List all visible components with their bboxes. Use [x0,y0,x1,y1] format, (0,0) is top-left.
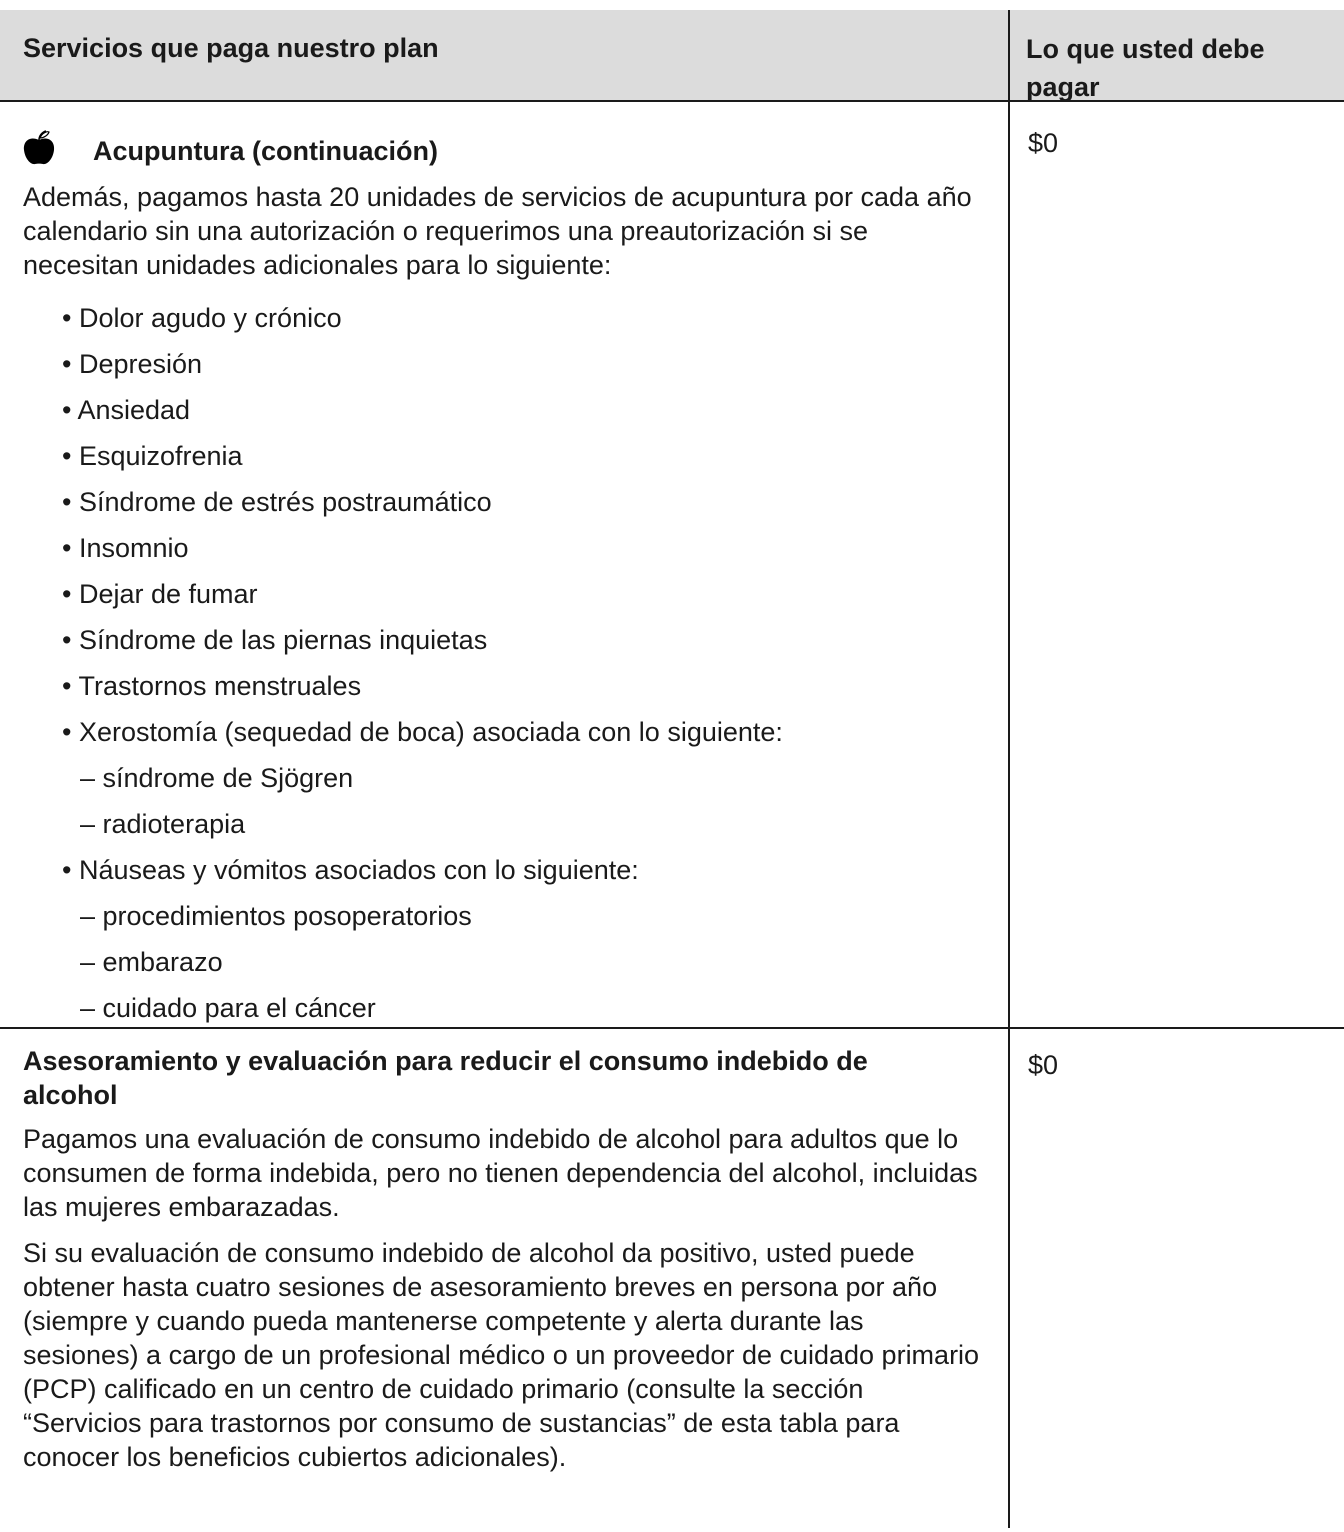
header-services: Servicios que paga nuestro plan [23,33,439,63]
list-item: • Insomnio [62,533,189,563]
condition-list [62,300,783,1036]
list-item: • Síndrome de estrés postraumático [62,487,492,517]
row2-paragraph-2: Si su evaluación de consumo indebido de alcohol da positivo, usted puede obtener hasta cuatro sesiones de asesoramiento breves en persona por año (siempre y cuando pueda mantenerse competente y alerta durante las sesiones) a cargo de un profesional médico o un proveedor de cuidado primario (PCP) calificado en un centro de cuidado primario (consulte la sección “Servicios para trastornos por consumo de sustancias” de esta tabla para conocer los beneficios cubiertos adicionales). [23,1238,980,1472]
list-item: • Náuseas y vómitos asociados con lo siguiente: [62,855,639,885]
row2-title: Asesoramiento y evaluación para reducir el consumo indebido de alcohol [23,1046,868,1110]
list-item: • Dolor agudo y crónico [62,303,342,333]
header-you-pay: Lo que usted debe pagar [1026,34,1265,102]
sub-list-item: – procedimientos posoperatorios [80,901,472,931]
apple-icon [22,130,56,166]
table-header [0,10,1344,102]
list-item: • Esquizofrenia [62,441,243,471]
list-item: • Depresión [62,349,203,379]
list-item: • Ansiedad [62,395,191,425]
sub-list-item: – cuidado para el cáncer [80,993,376,1023]
list-item: • Dejar de fumar [62,579,258,609]
list-item: • Xerostomía (sequedad de boca) asociada con lo siguiente: [62,717,783,747]
sub-list-item: – radioterapia [80,809,246,839]
list-item: • Trastornos menstruales [62,671,362,701]
row1-paragraph: Además, pagamos hasta 20 unidades de servicios de acupuntura por cada año calendario sin una autorización o requerimos una preautorización si se necesitan unidades adicionales para lo siguiente: [23,182,972,280]
row2-paragraph-1: Pagamos una evaluación de consumo indebido de alcohol para adultos que lo consumen de forma indebida, pero no tienen dependencia del alcohol, incluidas las mujeres embarazadas. [23,1124,978,1222]
row1-title: Acupuntura (continuación) [93,136,438,166]
sub-list-item: – embarazo [80,947,223,977]
sub-list-item: – síndrome de Sjögren [80,763,354,793]
list-item: • Síndrome de las piernas inquietas [62,625,488,655]
column-divider [1008,10,1010,1528]
row1-cost: $0 [1028,128,1059,158]
row2-cost: $0 [1028,1050,1059,1080]
